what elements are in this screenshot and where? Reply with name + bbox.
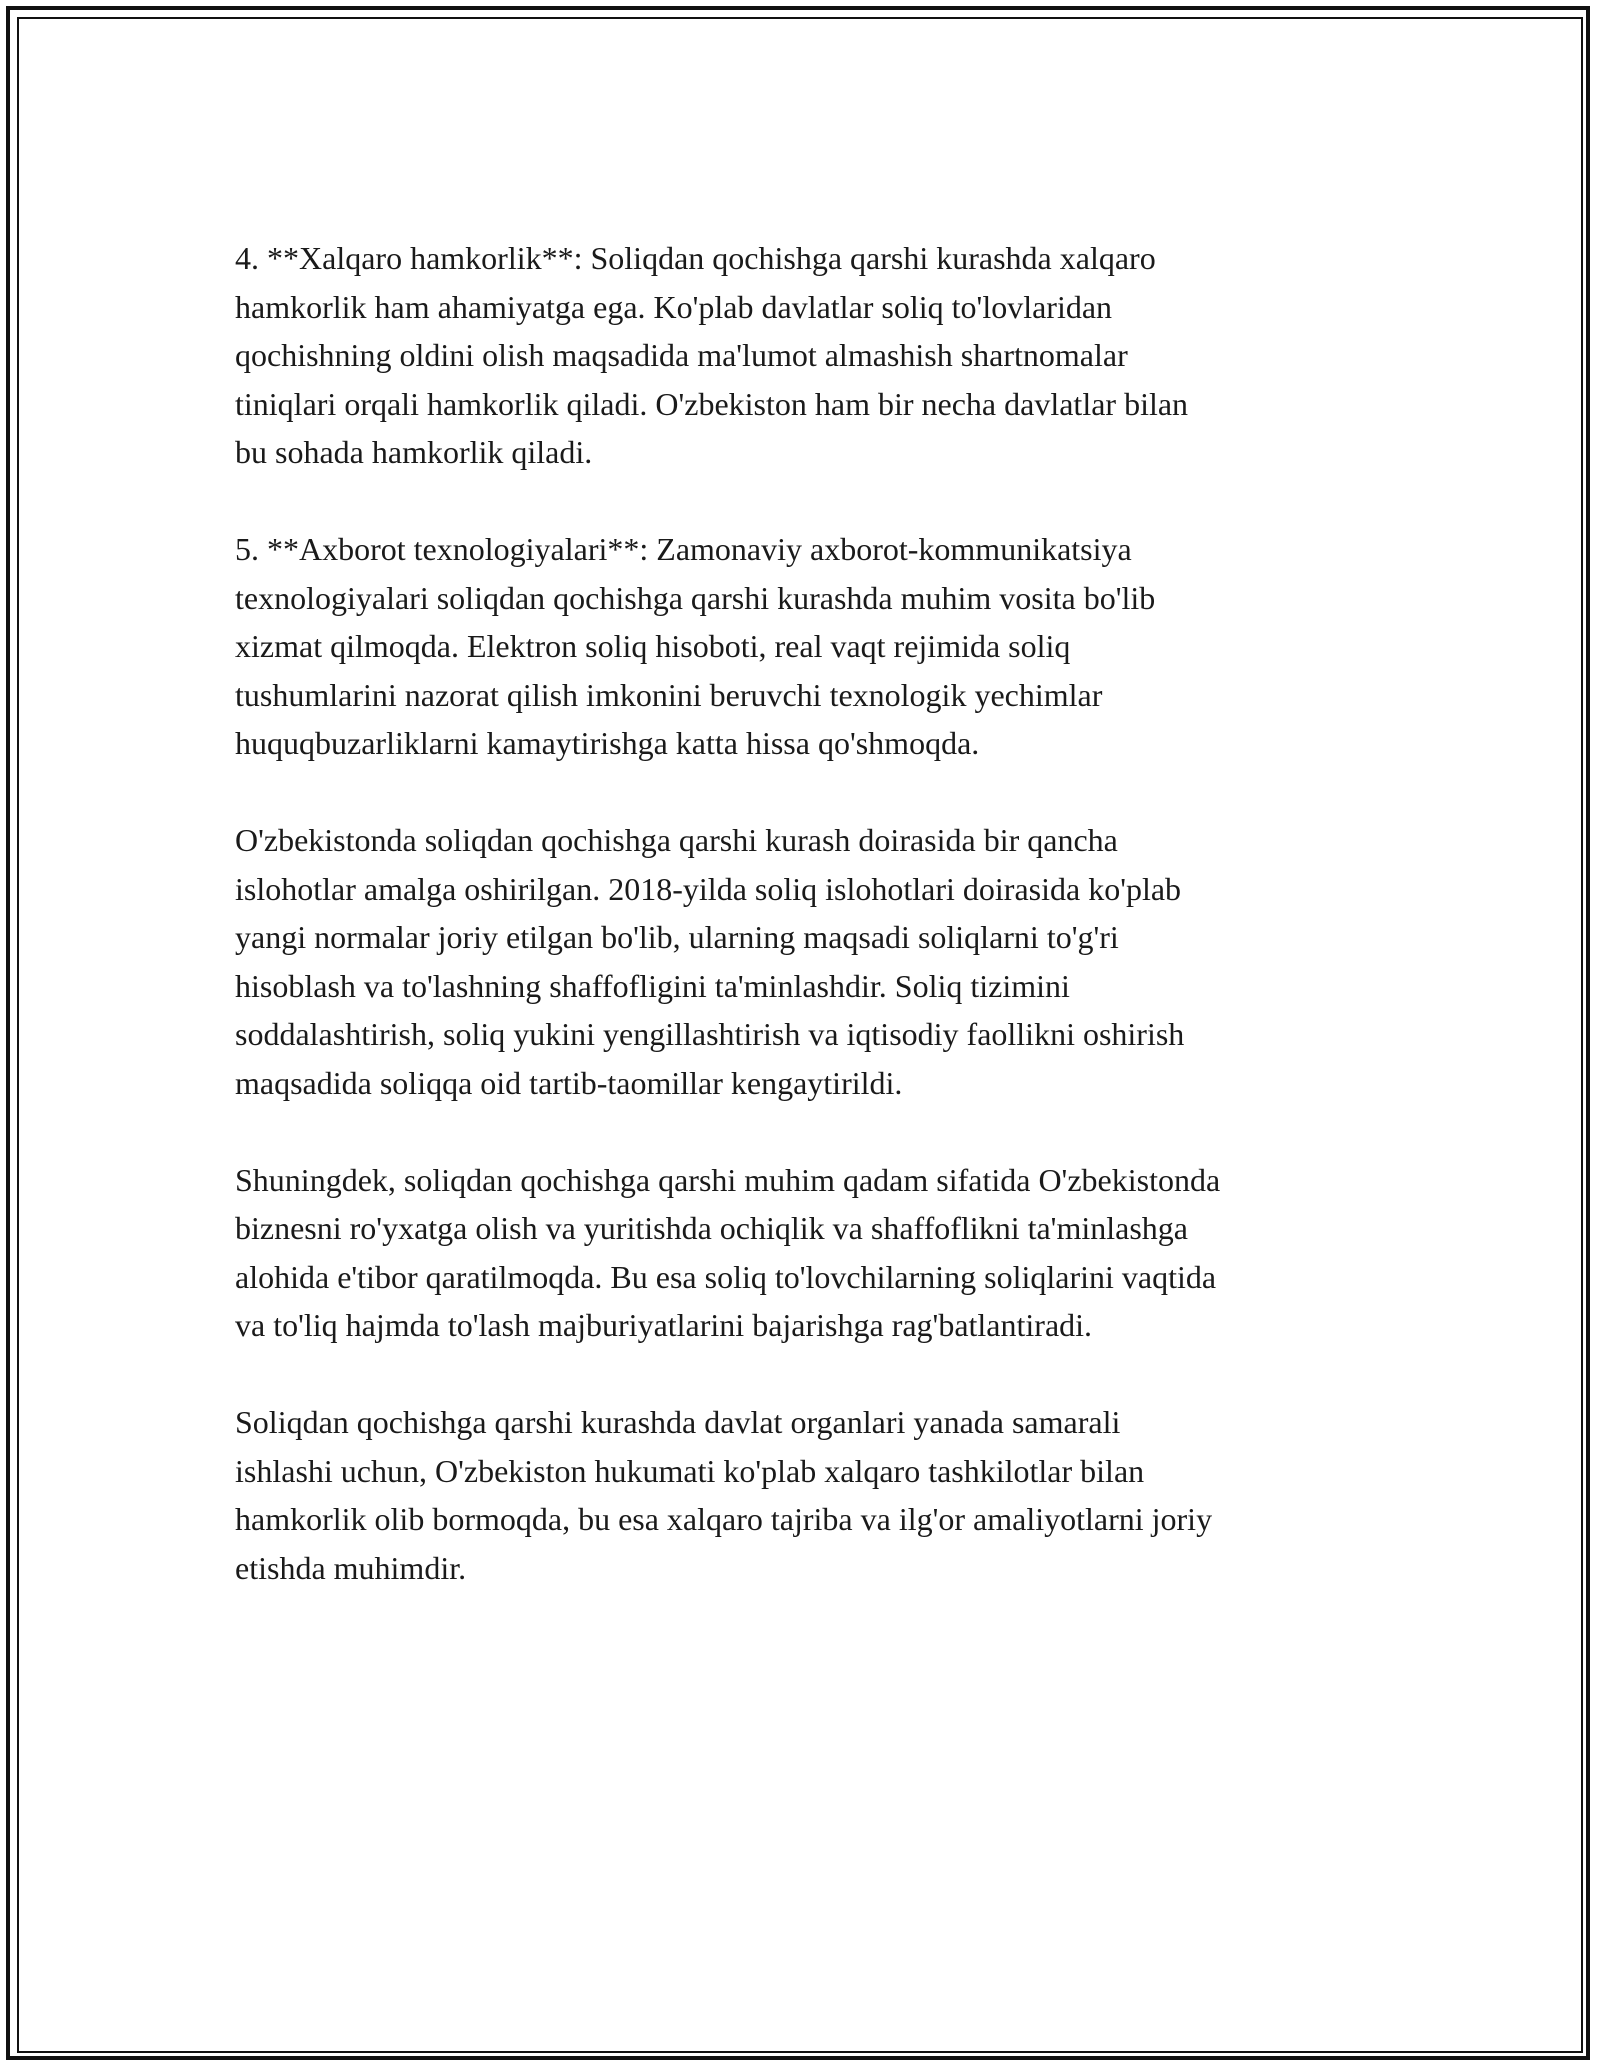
paragraph-international-cooperation xyxy=(235,234,1395,477)
text-line: 4. **Xalqaro hamkorlik**: Soliqdan qochishga qarshi kurashda xalqaro xyxy=(235,240,1156,276)
text-line: qochishning oldini olish maqsadida ma'lumot almashish shartnomalar xyxy=(235,337,1128,373)
paragraph-government-cooperation xyxy=(235,1398,1395,1592)
text-line: soddalashtirish, soliq yukini yengillashtirish va iqtisodiy faollikni oshirish xyxy=(235,1016,1185,1052)
text-line: ishlashi uchun, O'zbekiston hukumati ko'plab xalqaro tashkilotlar bilan xyxy=(235,1452,1145,1489)
text-line: biznesni ro'yxatga olish va yuritishda ochiqlik va shaffoflikni ta'minlashga xyxy=(235,1210,1188,1246)
text-line: maqsadida soliqqa oid tartib-taomillar kengaytirildi. xyxy=(235,1064,903,1101)
text-line: hamkorlik olib bormoqda, bu esa xalqaro tajriba va ilg'or amaliyotlarni joriy xyxy=(235,1501,1213,1537)
text-line: etishda muhimdir. xyxy=(235,1549,467,1586)
text-line: hamkorlik ham ahamiyatga ega. Ko'plab davlatlar soliq to'lovlaridan xyxy=(235,288,1113,325)
text-line: huquqbuzarliklarni kamaytirishga katta hissa qo'shmoqda. xyxy=(235,725,980,761)
text-line: alohida e'tibor qaratilmoqda. Bu esa soliq to'lovchilarning soliqlarini vaqtida xyxy=(235,1258,1217,1295)
text-line: bu sohada hamkorlik qiladi. xyxy=(235,434,593,470)
paragraph-business-transparency xyxy=(235,1156,1395,1350)
text-line: tiniqlari orqali hamkorlik qiladi. O'zbekiston ham bir necha davlatlar bilan xyxy=(235,385,1189,422)
text-line: va to'liq hajmda to'lash majburiyatlarini bajarishga rag'batlantiradi. xyxy=(235,1307,1093,1343)
text-line: Soliqdan qochishga qarshi kurashda davlat organlari yanada samarali xyxy=(235,1404,1121,1440)
text-line: xizmat qilmoqda. Elektron soliq hisoboti, real vaqt rejimida soliq xyxy=(235,628,1071,664)
text-line: 5. **Axborot texnologiyalari**: Zamonaviy axborot-kommunikatsiya xyxy=(235,531,1132,567)
paragraph-information-technologies xyxy=(235,525,1395,768)
text-line: texnologiyalari soliqdan qochishga qarshi kurashda muhim vosita bo'lib xyxy=(235,579,1156,616)
text-line: hisoblash va to'lashning shaffofligini ta'minlashdir. Soliq tizimini xyxy=(235,967,1070,1004)
document-body xyxy=(235,234,1395,1641)
text-line: yangi normalar joriy etilgan bo'lib, ularning maqsadi soliqlarni to'g'ri xyxy=(235,919,1119,955)
text-line: tushumlarini nazorat qilish imkonini beruvchi texnologik yechimlar xyxy=(235,676,1103,713)
text-line: islohotlar amalga oshirilgan. 2018-yilda soliq islohotlari doirasida ko'plab xyxy=(235,870,1182,907)
paragraph-reforms xyxy=(235,816,1395,1107)
text-line: Shuningdek, soliqdan qochishga qarshi muhim qadam sifatida O'zbekistonda xyxy=(235,1161,1221,1198)
text-line: O'zbekistonda soliqdan qochishga qarshi kurash doirasida bir qancha xyxy=(235,822,1118,858)
